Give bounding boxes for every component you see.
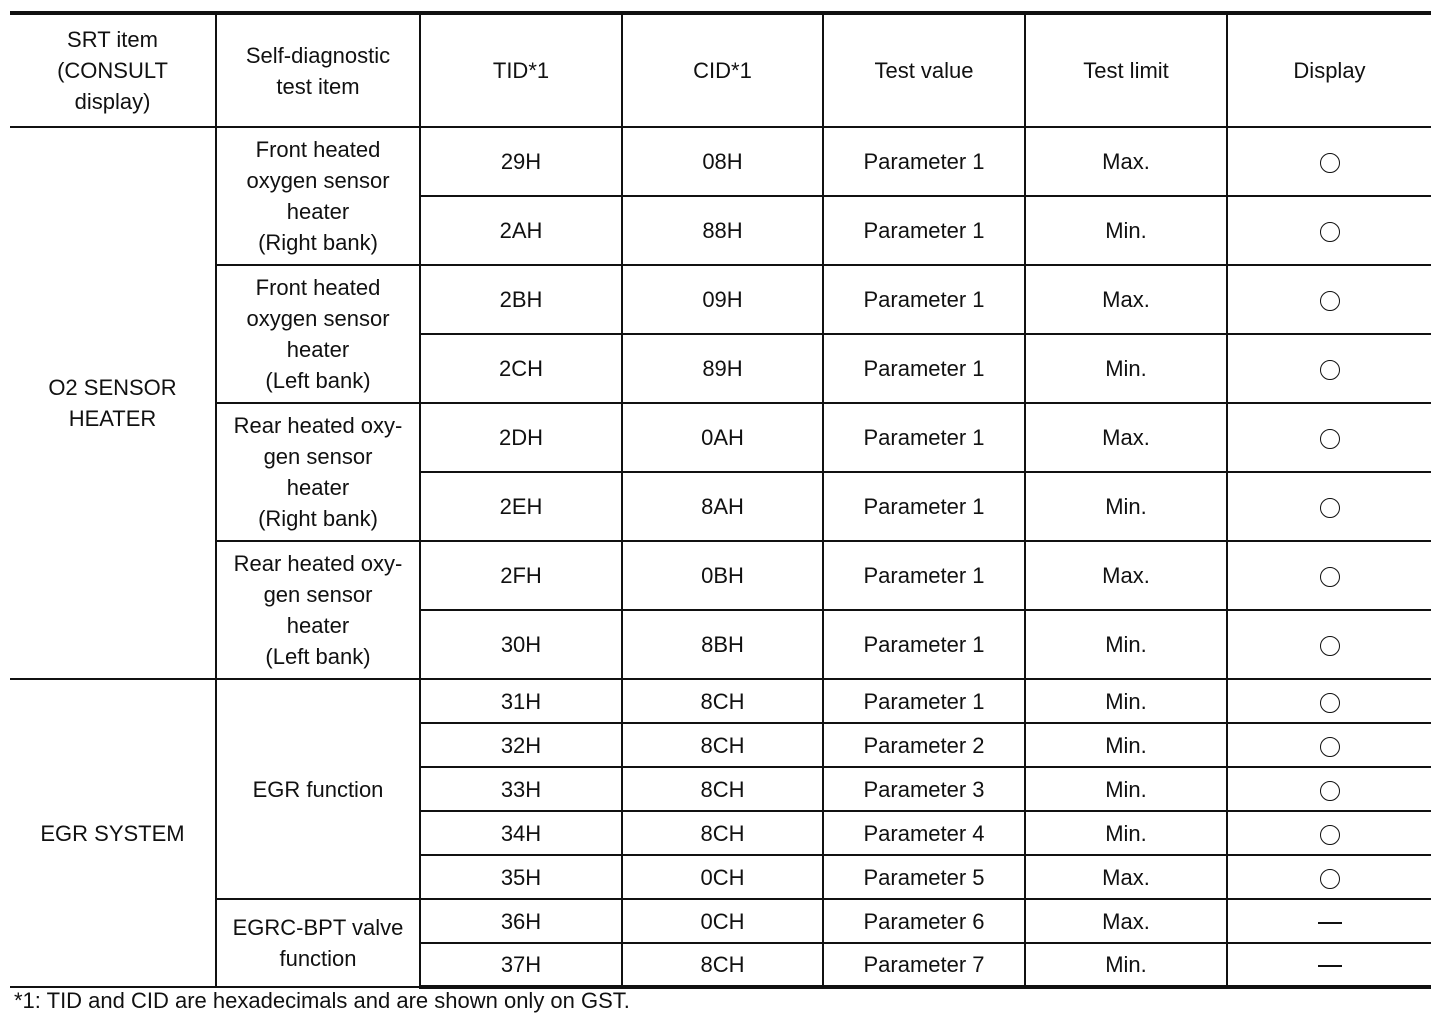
item-egrc-bpt-valve-function: EGRC-BPT valve function: [216, 899, 420, 987]
display-cell: [1227, 127, 1431, 196]
test-value-cell: Parameter 5: [823, 855, 1025, 899]
test-value-cell: Parameter 1: [823, 610, 1025, 679]
test-value-cell: Parameter 1: [823, 334, 1025, 403]
group-o2-sensor-heater: O2 SENSOR HEATER: [10, 127, 216, 679]
item-rear-right-bank: Rear heated oxy- gen sensor heater (Right bank): [216, 403, 420, 541]
table-row: [10, 679, 1431, 723]
tid-cell: 2DH: [420, 403, 622, 472]
test-limit-cell: Min.: [1025, 610, 1227, 679]
table-row: [10, 403, 1431, 472]
tid-cell: 2FH: [420, 541, 622, 610]
display-cell: [1227, 723, 1431, 767]
display-cell: [1227, 541, 1431, 610]
tid-cell: 35H: [420, 855, 622, 899]
display-cell: [1227, 811, 1431, 855]
table-row: [10, 541, 1431, 610]
test-limit-cell: Min.: [1025, 811, 1227, 855]
display-circle-icon: [1320, 498, 1340, 518]
header-cid: CID*1: [622, 13, 823, 127]
srt-table: [10, 11, 1431, 989]
cid-cell: 0CH: [622, 855, 823, 899]
cid-cell: 8CH: [622, 767, 823, 811]
display-cell: [1227, 943, 1431, 987]
display-circle-icon: [1320, 567, 1340, 587]
display-circle-icon: [1320, 153, 1340, 173]
tid-cell: 34H: [420, 811, 622, 855]
display-cell: [1227, 679, 1431, 723]
display-circle-icon: [1320, 781, 1340, 801]
display-circle-icon: [1320, 360, 1340, 380]
test-value-cell: Parameter 3: [823, 767, 1025, 811]
display-cell: [1227, 334, 1431, 403]
cid-cell: 88H: [622, 196, 823, 265]
test-limit-cell: Min.: [1025, 943, 1227, 987]
header-display: Display: [1227, 13, 1431, 127]
display-circle-icon: [1320, 636, 1340, 656]
cid-cell: 89H: [622, 334, 823, 403]
test-limit-cell: Min.: [1025, 723, 1227, 767]
test-value-cell: Parameter 1: [823, 265, 1025, 334]
header-row: [10, 13, 1431, 127]
test-value-cell: Parameter 2: [823, 723, 1025, 767]
display-circle-icon: [1320, 693, 1340, 713]
header-srt-item: SRT item (CONSULT display): [10, 13, 216, 127]
item-rear-left-bank: Rear heated oxy- gen sensor heater (Left bank): [216, 541, 420, 679]
cid-cell: 8CH: [622, 943, 823, 987]
cid-cell: 09H: [622, 265, 823, 334]
item-front-right-bank: Front heated oxygen sensor heater (Right bank): [216, 127, 420, 265]
test-limit-cell: Min.: [1025, 334, 1227, 403]
display-circle-icon: [1320, 291, 1340, 311]
cid-cell: 08H: [622, 127, 823, 196]
tid-cell: 2BH: [420, 265, 622, 334]
cid-cell: 0AH: [622, 403, 823, 472]
group-egr-system: EGR SYSTEM: [10, 679, 216, 987]
table-row: [10, 265, 1431, 334]
test-value-cell: Parameter 7: [823, 943, 1025, 987]
tid-cell: 30H: [420, 610, 622, 679]
footnote: *1: TID and CID are hexadecimals and are shown only on GST.: [14, 988, 630, 1013]
test-limit-cell: Max.: [1025, 541, 1227, 610]
test-value-cell: Parameter 1: [823, 541, 1025, 610]
display-circle-icon: [1320, 429, 1340, 449]
tid-cell: 36H: [420, 899, 622, 943]
display-cell: [1227, 196, 1431, 265]
cid-cell: 0CH: [622, 899, 823, 943]
cid-cell: 8CH: [622, 679, 823, 723]
test-value-cell: Parameter 1: [823, 403, 1025, 472]
item-egr-function: EGR function: [216, 679, 420, 899]
tid-cell: 2EH: [420, 472, 622, 541]
test-limit-cell: Max.: [1025, 265, 1227, 334]
test-limit-cell: Min.: [1025, 196, 1227, 265]
display-circle-icon: [1320, 737, 1340, 757]
tid-cell: 37H: [420, 943, 622, 987]
tid-cell: 2AH: [420, 196, 622, 265]
tid-cell: 33H: [420, 767, 622, 811]
display-cell: [1227, 403, 1431, 472]
test-limit-cell: Max.: [1025, 127, 1227, 196]
test-limit-cell: Max.: [1025, 855, 1227, 899]
cid-cell: 8CH: [622, 723, 823, 767]
table-row: [10, 127, 1431, 196]
display-circle-icon: [1320, 825, 1340, 845]
test-value-cell: Parameter 1: [823, 679, 1025, 723]
header-tid: TID*1: [420, 13, 622, 127]
test-limit-cell: Min.: [1025, 767, 1227, 811]
test-limit-cell: Max.: [1025, 899, 1227, 943]
display-cell: [1227, 265, 1431, 334]
header-test-value: Test value: [823, 13, 1025, 127]
header-test-limit: Test limit: [1025, 13, 1227, 127]
display-cell: [1227, 855, 1431, 899]
display-cell: [1227, 610, 1431, 679]
test-limit-cell: Min.: [1025, 472, 1227, 541]
tid-cell: 2CH: [420, 334, 622, 403]
test-value-cell: Parameter 1: [823, 472, 1025, 541]
display-cell: [1227, 767, 1431, 811]
test-value-cell: Parameter 6: [823, 899, 1025, 943]
test-limit-cell: Min.: [1025, 679, 1227, 723]
display-cell: [1227, 472, 1431, 541]
test-value-cell: Parameter 1: [823, 196, 1025, 265]
cid-cell: 8AH: [622, 472, 823, 541]
tid-cell: 32H: [420, 723, 622, 767]
cid-cell: 8CH: [622, 811, 823, 855]
display-dash-icon: [1318, 965, 1342, 967]
header-self-diagnostic: Self-diagnostic test item: [216, 13, 420, 127]
test-value-cell: Parameter 4: [823, 811, 1025, 855]
display-cell: [1227, 899, 1431, 943]
tid-cell: 29H: [420, 127, 622, 196]
tid-cell: 31H: [420, 679, 622, 723]
cid-cell: 8BH: [622, 610, 823, 679]
item-front-left-bank: Front heated oxygen sensor heater (Left bank): [216, 265, 420, 403]
test-limit-cell: Max.: [1025, 403, 1227, 472]
table-row: [10, 899, 1431, 943]
display-circle-icon: [1320, 869, 1340, 889]
display-circle-icon: [1320, 222, 1340, 242]
cid-cell: 0BH: [622, 541, 823, 610]
display-dash-icon: [1318, 922, 1342, 924]
test-value-cell: Parameter 1: [823, 127, 1025, 196]
